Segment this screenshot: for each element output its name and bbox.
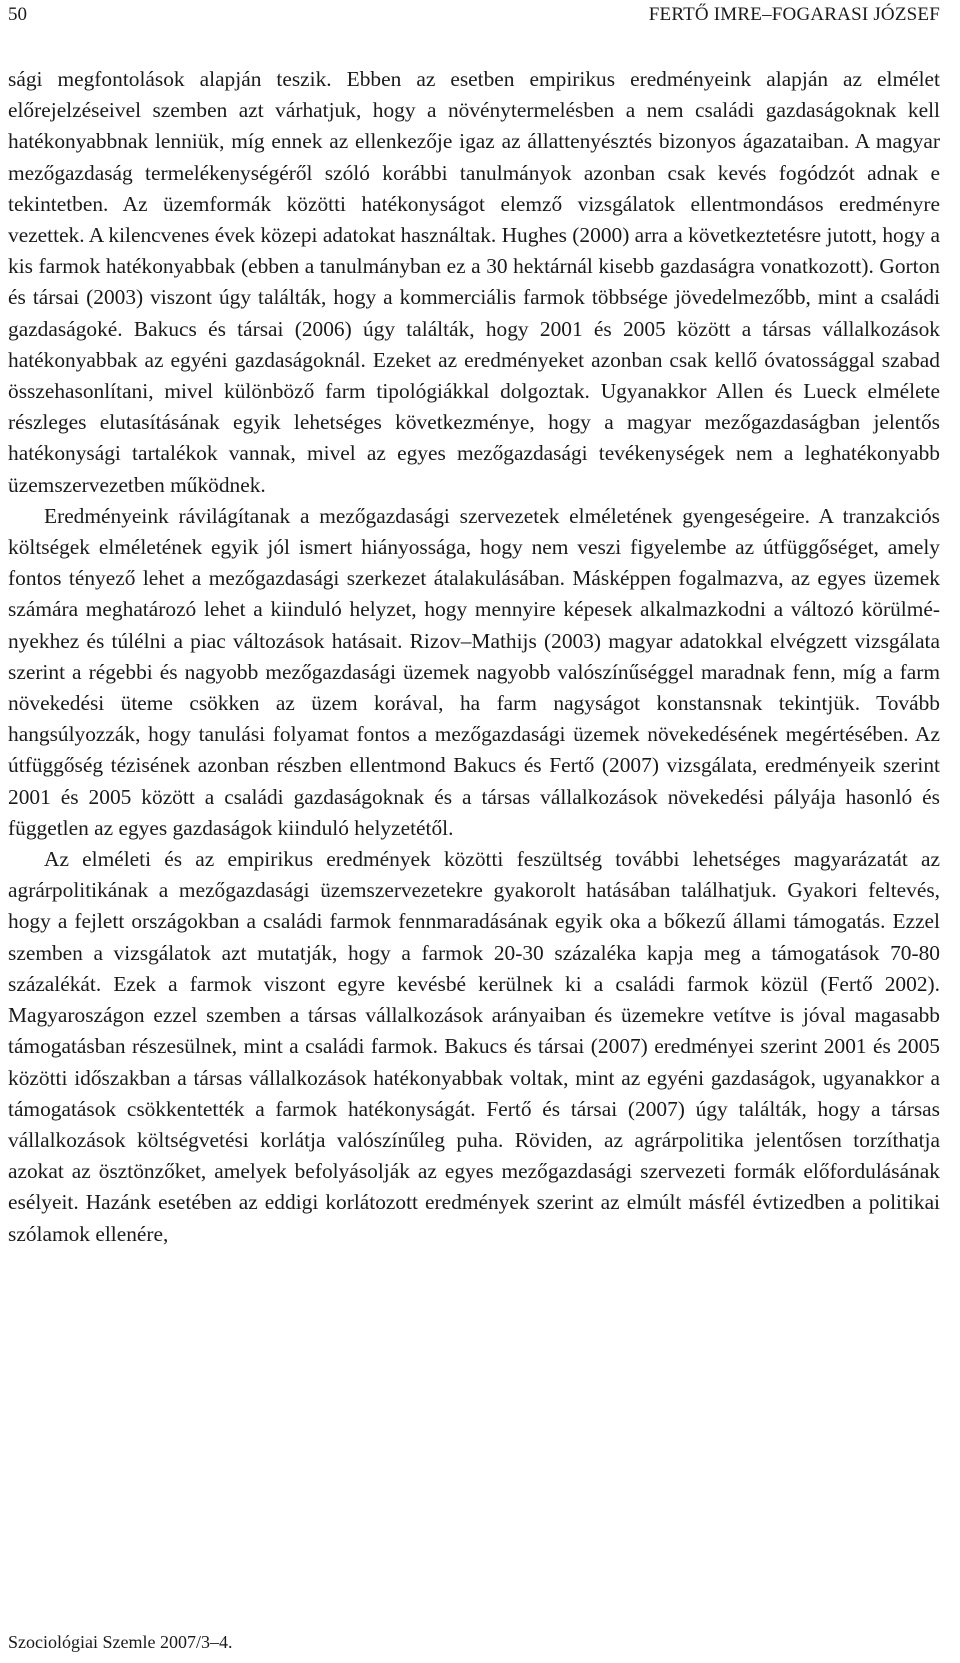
- paragraph-continuation: sági megfontolások alapján teszik. Ebben az esetben empirikus eredményeink alapján az elmélet előrejelzéseivel szemben azt várhatjuk, hogy a növénytermelésben a nem családi gazdaságoknak kell hatékonyabbnak lenniük, míg ennek az ellenkezője igaz az állattenyésztés bizonyos ágazataiban. A magyar mezőgazdaság termelékenységéről szóló korábbi tanulmányok azonban csak kevés fogódzót adnak e tekintetben. Az üzemformák közötti hatékonyságot elemző vizsgálatok ellentmondásos eredményre vezettek. A kilencvenes évek közepi adatokat használtak. Hughes (2000) arra a következtetésre jutott, hogy a kis farmok hatékonyabbak (ebben a tanulmányban ez a 30 hektárnál kisebb gazdaságra vonatkozott). Gorton és társai (2003) viszont úgy találták, hogy a kommerciális farmok többsége jövedelmezőbb, mint a családi gazdaságoké. Bakucs és társai (2006) úgy találták, hogy 2001 és 2005 között a társas vállalkozások hatékonyabbak az egyéni gazdaságoknál. Ezeket az eredményeket azonban csak kellő óvatossággal szabad összehasonlítani, mivel különböző farm tipológiákkal dolgoztak. Ugyanakkor Allen és Lueck elmélete részleges elutasításának egyik lehetséges következménye, hogy a magyar mezőgazdaságban jelentős hatékonysági tartalékok vannak, mivel az egyes mezőgazdasági tevékenységek nem a leghatékonyabb üzemszervezetben működnek.: [8, 67, 940, 497]
- body-text: [8, 64, 940, 1250]
- paragraph-agricultural-policy: Az elméleti és az empirikus eredmények közötti feszültség további lehetséges magyarázatát az agrárpolitikának a mezőgazdasági üzemszervezetekre gyakorolt hatásában találhatjuk. Gyakori feltevés, hogy a fejlett országokban a családi farmok fennmaradásának egyik oka a bőkezű állami támogatás. Ezzel szemben a vizsgálatok azt mutatják, hogy a farmok 20-30 százaléka kapja meg a támogatások 70-80 százalékát. Ezek a farmok viszont egyre kevésbé kerülnek ki a családi farmok közül (Fertő 2002). Magyaroszágon ezzel szemben a társas vállalkozások arányaiban és üzemekre vetítve is jóval magasabb támogatásban részesülnek, mint a családi farmok. Bakucs és társai (2007) eredményei szerint 2001 és 2005 közötti időszakban a társas vállalkozások hatékonyabbak voltak, mint az egyéni gazdaságok, ugyanakkor a támogatások csökkentették a farmok hatékonyságát. Fertő és társai (2007) úgy találták, hogy a társas vállalkozások költségvetési korlátja valószínűleg puha. Röviden, az agrárpolitika jelentősen torzíthatja azokat az ösztönzőket, amelyek befolyásolják az egyes mezőgazdasági szervezeti formák előfordulásának esélyeit. Hazánk esetében az eddigi korlátozott eredmények szerint az elmúlt másfél évtizedben a politikai szólamok ellenére,: [8, 847, 940, 1246]
- page-header: [8, 0, 940, 30]
- journal-footer: Szociológiai Szemle 2007/3–4.: [8, 1632, 233, 1652]
- paragraph-path-dependence: Eredményeink rávilágítanak a mezőgazdasági szervezetek elméletének gyengeségeire. A tranzakciós költségek elméletének egyik jól ismert hiányossága, hogy nem veszi figyelembe az útfüggőséget, amely fontos tényező lehet a mezőgazdasági szerkezet átalakulásában. Másképpen fogalmazva, az egyes üzemek számára meghatározó lehet a kiinduló helyzet, hogy mennyire képesek alkalmazkodni a változó körülményekhez és túlélni a piac változások hatásait. Rizov–Mathijs (2003) magyar adatokkal elvégzett vizsgálata szerint a régebbi és nagyobb mezőgazdasági üzemek nagyobb valószínűséggel maradnak fenn, míg a farm növekedési üteme csökken az üzem korával, ha farm nagyságot konstansnak tekintjük. Tovább hangsúlyozzák, hogy tanulási folyamat fontos a mezőgazdasági üzemek növekedésének megértésében. Az útfüggőség tézisének azonban részben ellentmond Bakucs és Fertő (2007) vizsgálata, eredményeik szerint 2001 és 2005 között a családi gazdaságoknak és a társas vállalkozások növekedési pályája hasonló és független az egyes gazdaságok kiinduló helyzetétől.: [8, 503, 940, 840]
- running-head-authors: FERTŐ IMRE–FOGARASI JÓZSEF: [648, 4, 940, 25]
- page-number: 50: [8, 4, 27, 25]
